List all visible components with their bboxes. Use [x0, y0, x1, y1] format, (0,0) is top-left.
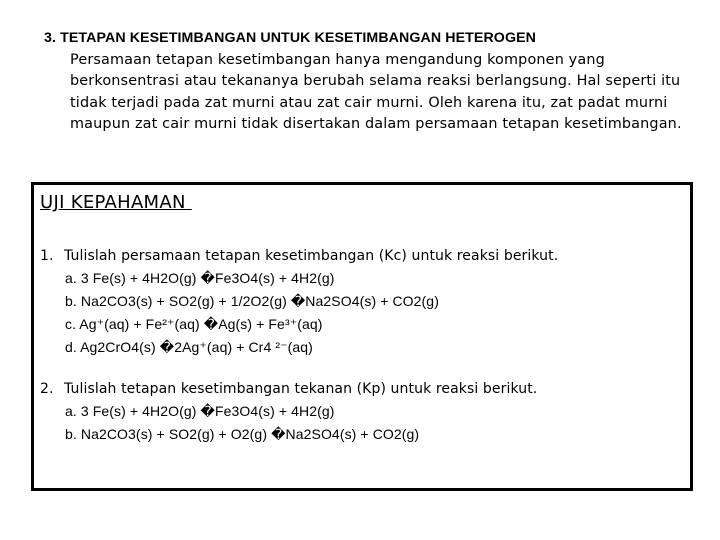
question-2: [40, 381, 537, 397]
exercise-box: [31, 182, 693, 491]
paragraph-line: berkonsentrasi atau tekananya berubah selama reaksi berlangsung. Hal seperti itu: [70, 73, 681, 90]
question-number: 1.: [40, 248, 54, 264]
reaction-item: [65, 426, 419, 443]
paragraph-line: tidak terjadi pada zat murni atau zat cair murni. Oleh karena itu, zat padat murni: [70, 94, 668, 111]
reaction-equation: c. Ag⁺(aq) + Fe²⁺(aq) �Ag(s) + Fe³⁺(aq): [65, 316, 323, 332]
section-heading: 3. TETAPAN KESETIMBANGAN UNTUK KESETIMBANGAN HETEROGEN: [44, 30, 536, 46]
reaction-item: [65, 339, 313, 356]
question-number: 2.: [40, 381, 54, 397]
intro-paragraph: [70, 50, 710, 135]
reaction-equation: b. Na2CO3(s) + SO2(g) + O2(g) �Na2SO4(s) + CO2(g): [65, 426, 420, 442]
paragraph-line: maupun zat cair murni tidak disertakan dalam persamaan tetapan kesetimbangan.: [70, 115, 682, 132]
question-1: [40, 248, 558, 264]
paragraph-line: Persamaan tetapan kesetimbangan hanya mengandung komponen yang: [70, 52, 605, 68]
reaction-equation: a. 3 Fe(s) + 4H2O(g) �Fe3O4(s) + 4H2(g): [65, 403, 335, 419]
exercise-title: UJI KEPAHAMAN: [40, 192, 192, 213]
reaction-item: [65, 270, 335, 287]
reaction-item: [65, 293, 439, 310]
reaction-equation: b. Na2CO3(s) + SO2(g) + 1/2O2(g) �Na2SO4(s) + CO2(g): [65, 293, 439, 309]
reaction-equation: a. 3 Fe(s) + 4H2O(g) �Fe3O4(s) + 4H2(g): [65, 270, 335, 286]
reaction-equation: d. Ag2CrO4(s) �2Ag⁺(aq) + Cr4 ²⁻(aq): [65, 339, 313, 355]
question-text: Tulislah persamaan tetapan kesetimbangan (Kc) untuk reaksi berikut.: [64, 248, 559, 264]
reaction-item: [65, 403, 335, 420]
reaction-item: [65, 316, 323, 333]
question-text: Tulislah tetapan kesetimbangan tekanan (Kp) untuk reaksi berikut.: [64, 381, 538, 397]
